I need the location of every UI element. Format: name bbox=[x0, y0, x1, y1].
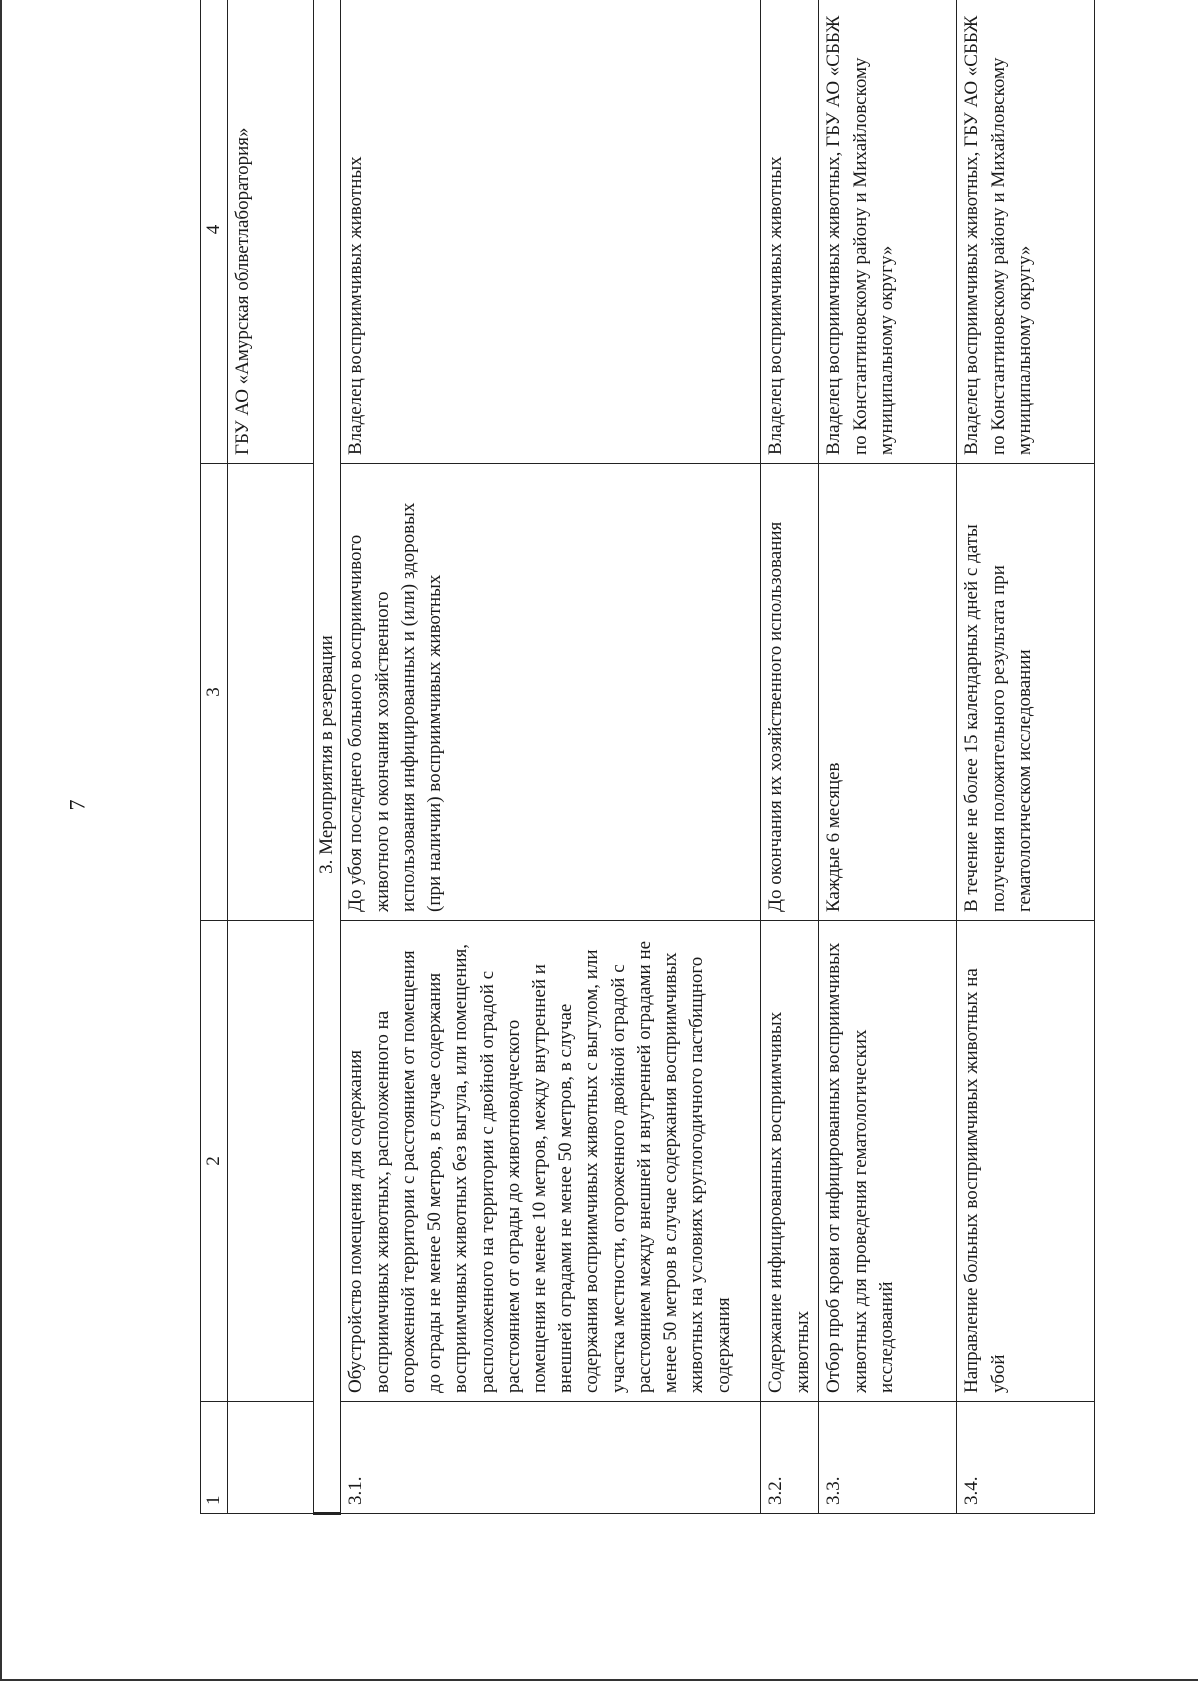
rotated-table-area bbox=[200, 15, 1035, 1515]
measures-table bbox=[200, 0, 1095, 1515]
carryover-term bbox=[228, 464, 314, 921]
row-action: Обустройство помещения для содержания восприимчивых животных, расположенного на огороженной территории с расстоянием от помещения до ограды не менее 50 метров, в случае содержания восприимчивых животных без выгула, или помещения, расположенного на территории с двойной оградой с расстоянием от ограды до животноводческого помещения не менее 10 метров, между внутренней и внешней оградами не менее 50 метров, в случае содержания восприимчивых животных с выгулом, или участка местности, огороженного двойной оградой с расстоянием между внешней и внутренней оградами не менее 50 метров в случае содержания восприимчивых животных на условиях круглогодичного пастбищного содержания bbox=[341, 921, 761, 1402]
table-row bbox=[957, 0, 1095, 1514]
header-col-1: 1 bbox=[201, 1402, 228, 1514]
carryover-executor: ГБУ АО «Амурская облветлаборатория» bbox=[228, 0, 314, 464]
table-row bbox=[761, 0, 819, 1514]
carryover-row bbox=[228, 0, 314, 1514]
row-term: Каждые 6 месяцев bbox=[819, 464, 957, 921]
row-executor: Владелец восприимчивых животных bbox=[761, 0, 819, 464]
header-col-3: 3 bbox=[201, 464, 228, 921]
row-number: 3.2. bbox=[761, 1402, 819, 1514]
row-executor: Владелец восприимчивых животных bbox=[341, 0, 761, 464]
row-action: Содержание инфицированных восприимчивых животных bbox=[761, 921, 819, 1402]
table-row bbox=[341, 0, 761, 1514]
row-action: Отбор проб крови от инфицированных восприимчивых животных для проведения гематологических исследований bbox=[819, 921, 957, 1402]
row-number: 3.4. bbox=[957, 1402, 1095, 1514]
row-number: 3.1. bbox=[341, 1402, 761, 1514]
row-number: 3.3. bbox=[819, 1402, 957, 1514]
header-col-2: 2 bbox=[201, 921, 228, 1402]
section-title: 3. Мероприятия в резервации bbox=[314, 0, 341, 1514]
row-executor: Владелец восприимчивых животных, ГБУ АО «СББЖ по Константиновскому району и Михайловскому муниципальному округу» bbox=[819, 0, 957, 464]
section-title-row bbox=[314, 0, 341, 1514]
carryover-action bbox=[228, 921, 314, 1402]
page-number: 7 bbox=[64, 799, 90, 811]
row-term: До окончания их хозяйственного использования bbox=[761, 464, 819, 921]
row-term: В течение не более 15 календарных дней с даты получения положительного результата при гематологическом исследовании bbox=[957, 464, 1095, 921]
row-term: До убоя последнего больного восприимчивого животного и окончания хозяйственного использования инфицированных и (или) здоровых (при наличии) восприимчивых животных bbox=[341, 464, 761, 921]
row-action: Направление больных восприимчивых животных на убой bbox=[957, 921, 1095, 1402]
table-header-row bbox=[201, 0, 228, 1514]
table-row bbox=[819, 0, 957, 1514]
row-executor: Владелец восприимчивых животных, ГБУ АО «СББЖ по Константиновскому району и Михайловскому муниципальному округу» bbox=[957, 0, 1095, 464]
carryover-num bbox=[228, 1402, 314, 1514]
header-col-4: 4 bbox=[201, 0, 228, 464]
